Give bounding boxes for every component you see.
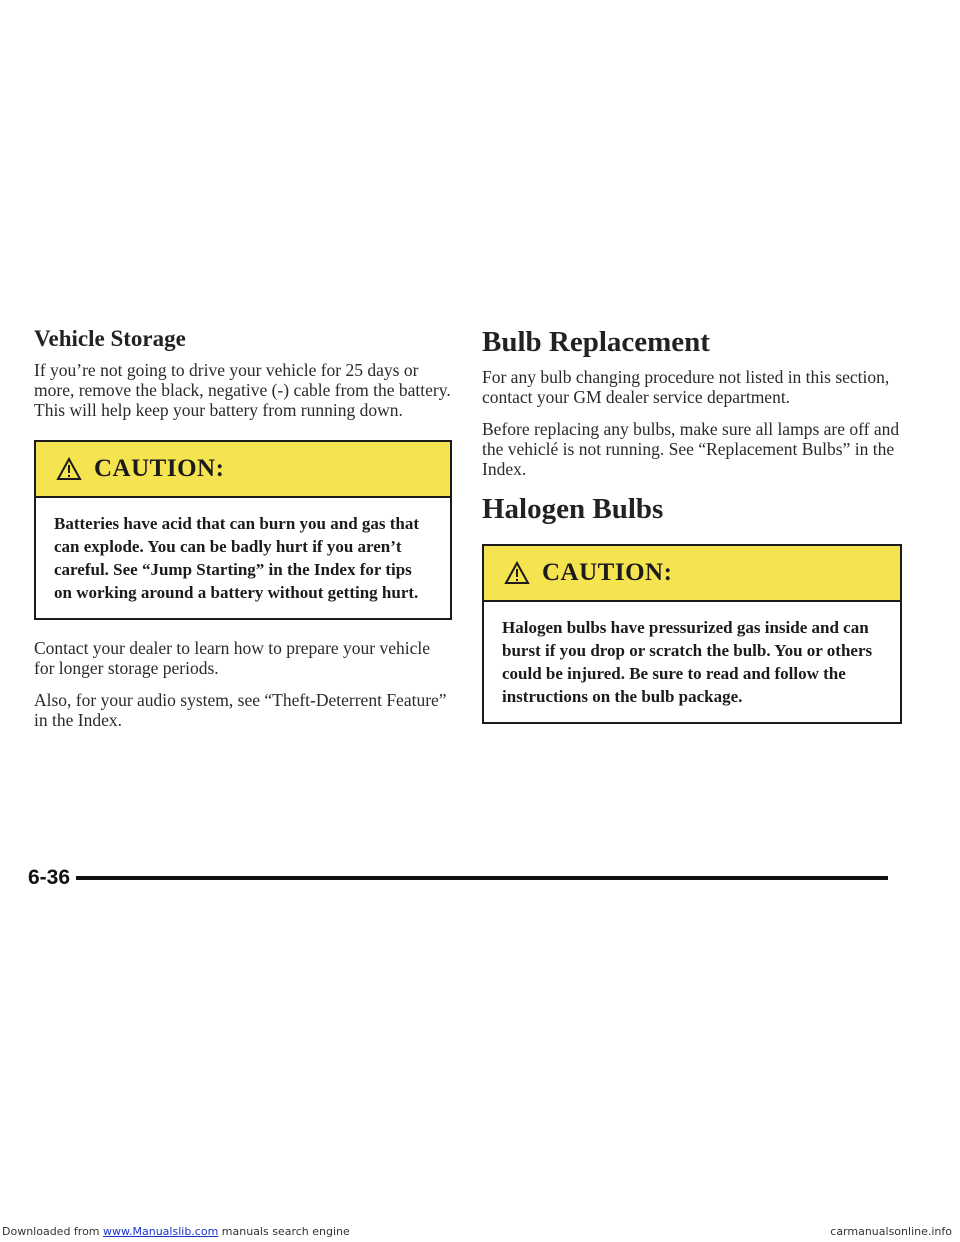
right-column [482,326,902,742]
section-title-halogen-bulbs: Halogen Bulbs [482,493,664,525]
left-column [34,326,452,742]
caution-header [484,546,900,602]
warning-triangle-icon [56,457,82,481]
storage-paragraph-3: Also, for your audio system, see “Theft-Deterrent Feature” in the Index. [34,690,447,730]
section-title-bulb-replacement: Bulb Replacement [482,326,710,358]
page-number: 6-36 [28,866,71,889]
section-title-vehicle-storage: Vehicle Storage [34,326,186,351]
caution-text: Halogen bulbs have pressurized gas inside and can burst if you drop or scratch the bulb. You or others could be injured. Be sure to read and follow the instructions on the bulb package. [502,618,873,706]
caution-title: CAUTION: [94,455,225,482]
download-bar [0,1224,960,1242]
watermark: carmanualsonline.info [830,1225,952,1238]
manualslib-link[interactable]: www.Manualslib.com [103,1225,219,1238]
storage-paragraph-2: Contact your dealer to learn how to prepare your vehicle for longer storage periods. [34,638,431,678]
caution-box-halogen [482,544,902,724]
caution-title: CAUTION: [542,559,673,586]
download-credit [2,1225,350,1238]
caution-text: Batteries have acid that can burn you and gas that can explode. You can be badly hurt if you aren’t careful. See “Jump Starting” in the Index for tips on working around a battery without getting hurt. [54,514,420,602]
download-prefix: Downloaded from [2,1225,104,1238]
caution-header [36,442,450,498]
caution-box-battery [34,440,452,620]
page-footer [28,866,888,890]
download-suffix: manuals search engine [218,1225,350,1238]
storage-paragraph-1: If you’re not going to drive your vehicle for 25 days or more, remove the black, negative (-) cable from the battery. This will help keep your battery from running down. [34,360,451,420]
bulb-paragraph-2: Before replacing any bulbs, make sure all lamps are off and the vehiclé is not running. See “Replacement Bulbs” in the Index. [482,419,900,479]
warning-triangle-icon [504,561,530,585]
bulb-paragraph-1: For any bulb changing procedure not listed in this section, contact your GM dealer service department. [482,367,890,407]
footer-rule [76,876,888,880]
